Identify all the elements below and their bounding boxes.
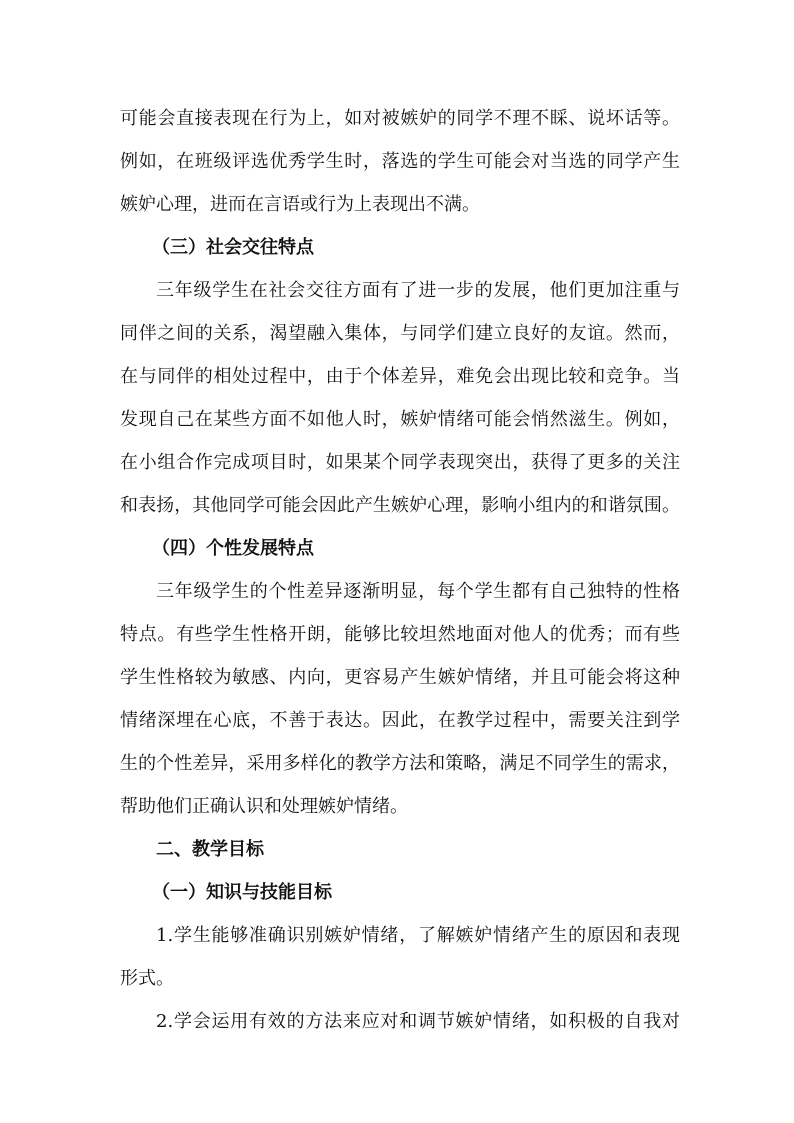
paragraph-line: 可能会直接表现在行为上，如对被嫉妒的同学不理不睬、说坏话等。 xyxy=(120,108,680,129)
paragraph-line: 情绪深埋在心底，不善于表达。因此，在教学过程中，需要关注到学 xyxy=(120,710,680,731)
paragraph-line: 三年级学生的个性差异逐渐明显，每个学生都有自己独特的性格 xyxy=(156,581,680,602)
paragraph-line: 发现自己在某些方面不如他人时，嫉妒情绪可能会悄然滋生。例如， xyxy=(120,409,680,430)
paragraph-line: 在小组合作完成项目时，如果某个同学表现突出，获得了更多的关注 xyxy=(120,452,680,473)
subsection-heading: （三）社会交往特点 xyxy=(152,237,314,258)
paragraph-line: 嫉妒心理，进而在言语或行为上表现出不满。 xyxy=(120,194,480,215)
list-item-line: 1.学生能够准确识别嫉妒情绪，了解嫉妒情绪产生的原因和表现 xyxy=(156,925,680,946)
list-item-line: 形式。 xyxy=(120,968,174,989)
paragraph-line: 生的个性差异，采用多样化的教学方法和策略，满足不同学生的需求， xyxy=(120,753,680,774)
section-heading: 二、教学目标 xyxy=(156,839,264,860)
paragraph-line: 例如，在班级评选优秀学生时，落选的学生可能会对当选的同学产生 xyxy=(120,151,680,172)
subsection-heading: （四）个性发展特点 xyxy=(152,538,314,559)
paragraph-line: 三年级学生在社会交往方面有了进一步的发展，他们更加注重与 xyxy=(156,280,680,301)
paragraph-line: 同伴之间的关系，渴望融入集体，与同学们建立良好的友谊。然而， xyxy=(120,323,680,344)
list-item-line: 2.学会运用有效的方法来应对和调节嫉妒情绪，如积极的自我对 xyxy=(156,1011,680,1032)
paragraph-line: 在与同伴的相处过程中，由于个体差异，难免会出现比较和竞争。当 xyxy=(120,366,680,387)
paragraph-line: 帮助他们正确认识和处理嫉妒情绪。 xyxy=(120,796,408,817)
paragraph-line: 和表扬，其他同学可能会因此产生嫉妒心理，影响小组内的和谐氛围。 xyxy=(120,495,680,516)
paragraph-line: 特点。有些学生性格开朗，能够比较坦然地面对他人的优秀；而有些 xyxy=(120,624,680,645)
subsection-heading: （一）知识与技能目标 xyxy=(152,882,332,903)
paragraph-line: 学生性格较为敏感、内向，更容易产生嫉妒情绪，并且可能会将这种 xyxy=(120,667,680,688)
